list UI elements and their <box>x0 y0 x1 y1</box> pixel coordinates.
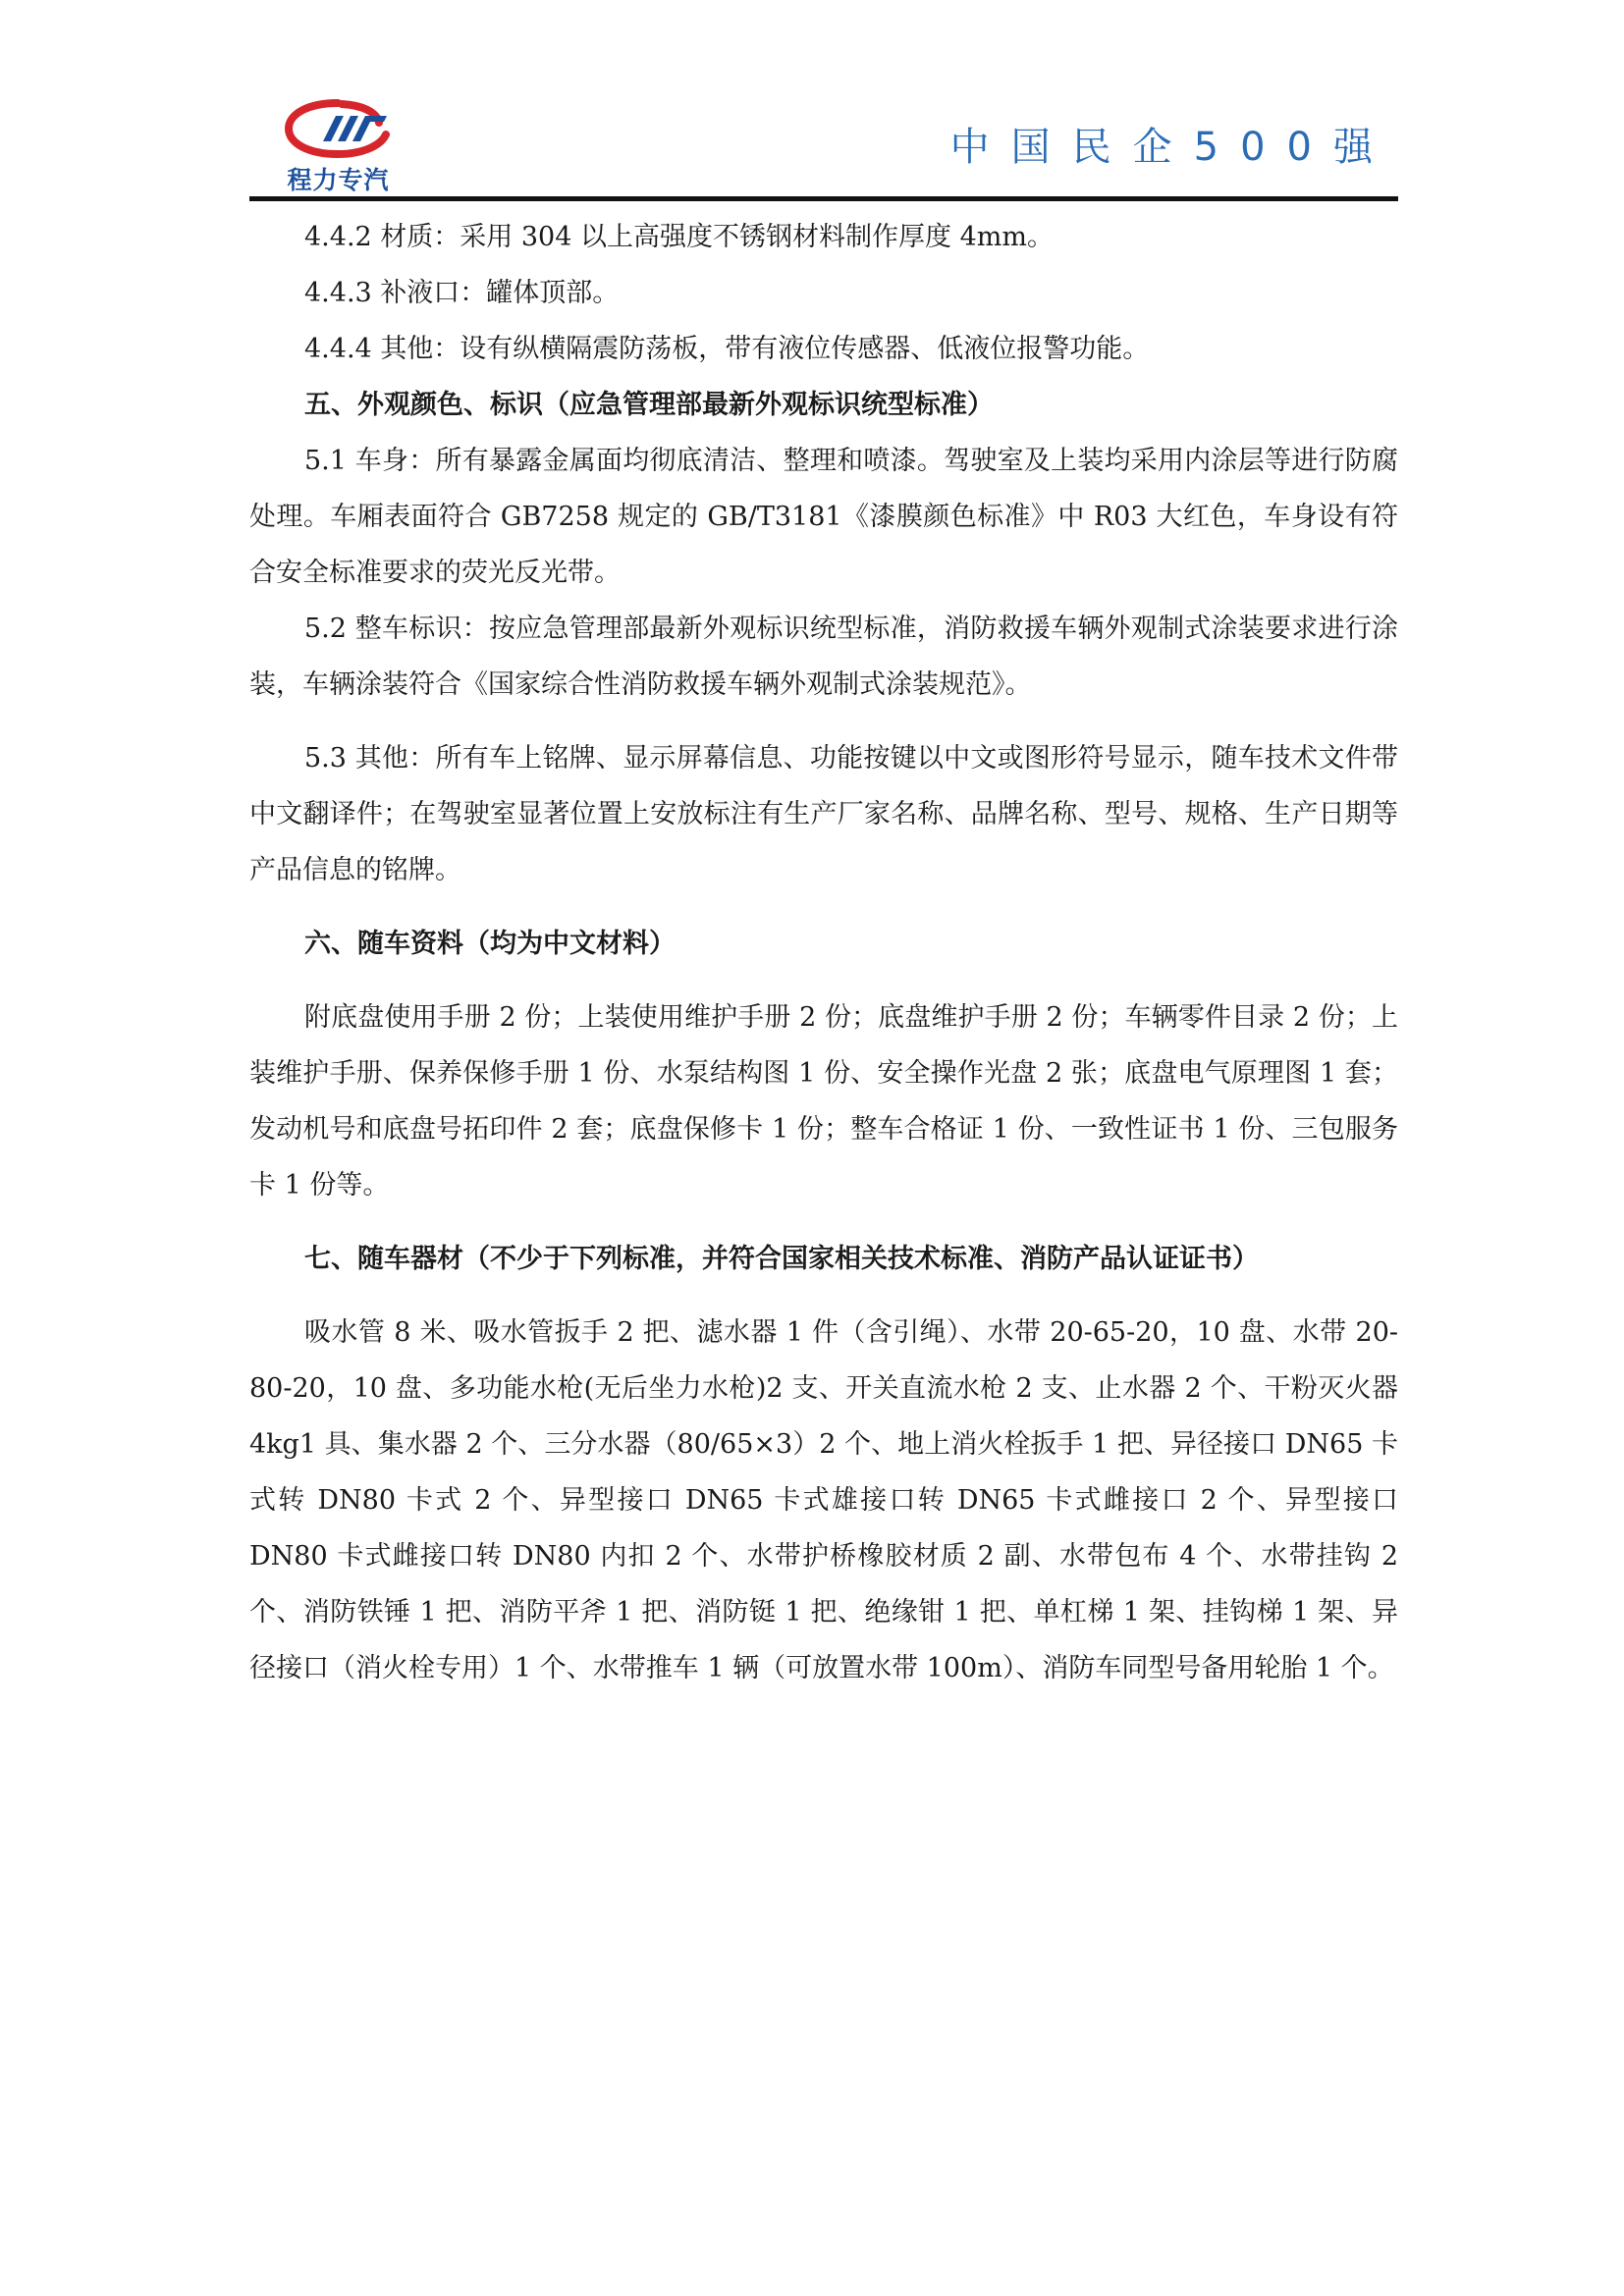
paragraph-4-4-3: 4.4.3 补液口：罐体顶部。 <box>304 278 620 308</box>
header-divider <box>249 196 1398 201</box>
paragraph-5-2: 5.2 整车标识：按应急管理部最新外观标识统型标准，消防救援车辆外观制式涂装要求进行涂装，车辆涂装符合《国家综合性消防救援车辆外观制式涂装规范》。 <box>249 614 1398 700</box>
paragraph-5-1: 5.1 车身：所有暴露金属面均彻底清洁、整理和喷漆。驾驶室及上装均采用内涂层等进行防腐处理。车厢表面符合 GB7258 规定的 GB/T3181《漆膜颜色标准》中 R03 大红色，车身设有符合安全标准要求的荧光反光带。 <box>249 446 1398 588</box>
logo-text: 程力专汽 <box>287 166 390 194</box>
company-logo <box>257 98 419 194</box>
section-heading-5: 五、外观颜色、标识（应急管理部最新外观标识统型标准） <box>304 390 994 420</box>
section-heading-7: 七、随车器材（不少于下列标准，并符合国家相关技术标准、消防产品认证证书） <box>304 1244 1259 1274</box>
header-slogan: 中国民企500强 <box>949 125 1394 170</box>
section-heading-6: 六、随车资料（均为中文材料） <box>304 929 676 959</box>
paragraph-5-3: 5.3 其他：所有车上铭牌、显示屏幕信息、功能按键以中文或图形符号显示，随车技术文件带中文翻译件；在驾驶室显著位置上安放标注有生产厂家名称、品牌名称、型号、规格、生产日期等产品信息的铭牌。 <box>249 743 1398 885</box>
document-body <box>249 209 1398 1696</box>
page-header <box>0 0 1624 211</box>
paragraph-4-4-2: 4.4.2 材质：采用 304 以上高强度不锈钢材料制作厚度 4mm。 <box>304 222 1054 252</box>
paragraph-7: 吸水管 8 米、吸水管扳手 2 把、滤水器 1 件（含引绳）、水带 20-65-20，10 盘、水带 20-80-20，10 盘、多功能水枪(无后坐力水枪)2 支、开关直流水枪 2 支、止水器 2 个、干粉灭火器 4kg1 具、集水器 2 个、三分水器（80/65×3）2 个、地上消火栓扳手 1 把、异径接口 DN65 卡式转 DN80 卡式 2 个、异型接口 DN65 卡式雄接口转 DN65 卡式雌接口 2 个、异型接口 DN80 卡式雌接口转 DN80 内扣 2 个、水带护桥橡胶材质 2 副、水带包布 4 个、水带挂钩 2 个、消防铁锤 1 把、消防平斧 1 把、消防铤 1 把、绝缘钳 1 把、单杠梯 1 架、挂钩梯 1 架、异径接口（消火栓专用）1 个、水带推车 1 辆（可放置水带 100m）、消防车同型号备用轮胎 1 个。 <box>249 1317 1398 1683</box>
paragraph-6: 附底盘使用手册 2 份；上装使用维护手册 2 份；底盘维护手册 2 份；车辆零件目录 2 份；上装维护手册、保养保修手册 1 份、水泵结构图 1 份、安全操作光盘 2 张；底盘电气原理图 1 套；发动机号和底盘号拓印件 2 套；底盘保修卡 1 份；整车合格证 1 份、一致性证书 1 份、三包服务卡 1 份等。 <box>249 1002 1398 1201</box>
chengli-logo-icon <box>279 98 397 159</box>
paragraph-4-4-4: 4.4.4 其他：设有纵横隔震防荡板，带有液位传感器、低液位报警功能。 <box>304 334 1150 364</box>
